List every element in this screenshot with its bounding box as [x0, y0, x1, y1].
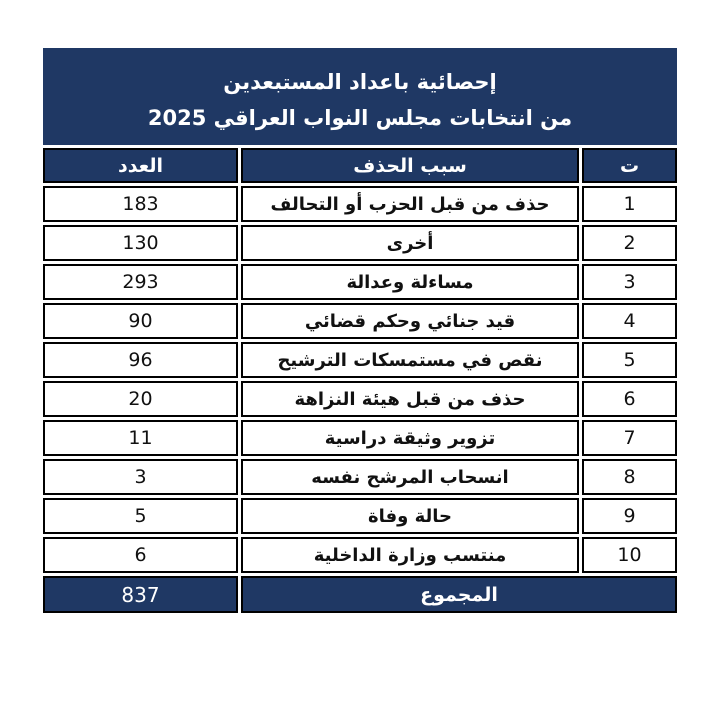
row-serial: 1 [582, 186, 677, 222]
row-count: 293 [43, 264, 238, 300]
table-row [43, 225, 677, 261]
row-count: 11 [43, 420, 238, 456]
row-reason: منتسب وزارة الداخلية [241, 537, 579, 573]
row-serial: 8 [582, 459, 677, 495]
table-row [43, 342, 677, 378]
column-header-row [43, 148, 677, 183]
title-row [43, 48, 677, 145]
row-count: 5 [43, 498, 238, 534]
table-row [43, 381, 677, 417]
total-label: المجموع [241, 576, 677, 613]
table-row [43, 186, 677, 222]
col-header-count: العدد [43, 148, 238, 183]
table-title [43, 48, 677, 145]
row-count: 6 [43, 537, 238, 573]
row-reason: انسحاب المرشح نفسه [241, 459, 579, 495]
row-reason: حذف من قبل هيئة النزاهة [241, 381, 579, 417]
row-count: 183 [43, 186, 238, 222]
row-serial: 10 [582, 537, 677, 573]
row-serial: 9 [582, 498, 677, 534]
table-row [43, 303, 677, 339]
row-serial: 3 [582, 264, 677, 300]
table-row [43, 264, 677, 300]
col-header-serial: ت [582, 148, 677, 183]
total-value: 837 [43, 576, 238, 613]
title-line-1: إحصائية باعداد المستبعدين [223, 69, 497, 94]
table-row [43, 459, 677, 495]
row-serial: 7 [582, 420, 677, 456]
row-count: 3 [43, 459, 238, 495]
total-row [43, 576, 677, 613]
title-line-2: من انتخابات مجلس النواب العراقي 2025 [147, 105, 573, 130]
row-count: 90 [43, 303, 238, 339]
table-row [43, 498, 677, 534]
table-row [43, 420, 677, 456]
col-header-reason: سبب الحذف [241, 148, 579, 183]
row-reason: أخرى [241, 225, 579, 261]
row-count: 96 [43, 342, 238, 378]
row-count: 130 [43, 225, 238, 261]
row-reason: مساءلة وعدالة [241, 264, 579, 300]
row-reason: تزوير وثيقة دراسية [241, 420, 579, 456]
row-serial: 4 [582, 303, 677, 339]
row-reason: حالة وفاة [241, 498, 579, 534]
table-row [43, 537, 677, 573]
row-reason: قيد جنائي وحكم قضائي [241, 303, 579, 339]
row-serial: 5 [582, 342, 677, 378]
row-reason: حذف من قبل الحزب أو التحالف [241, 186, 579, 222]
row-reason: نقص في مستمسكات الترشيح [241, 342, 579, 378]
row-serial: 2 [582, 225, 677, 261]
row-count: 20 [43, 381, 238, 417]
exclusions-stats-table [40, 45, 680, 616]
row-serial: 6 [582, 381, 677, 417]
